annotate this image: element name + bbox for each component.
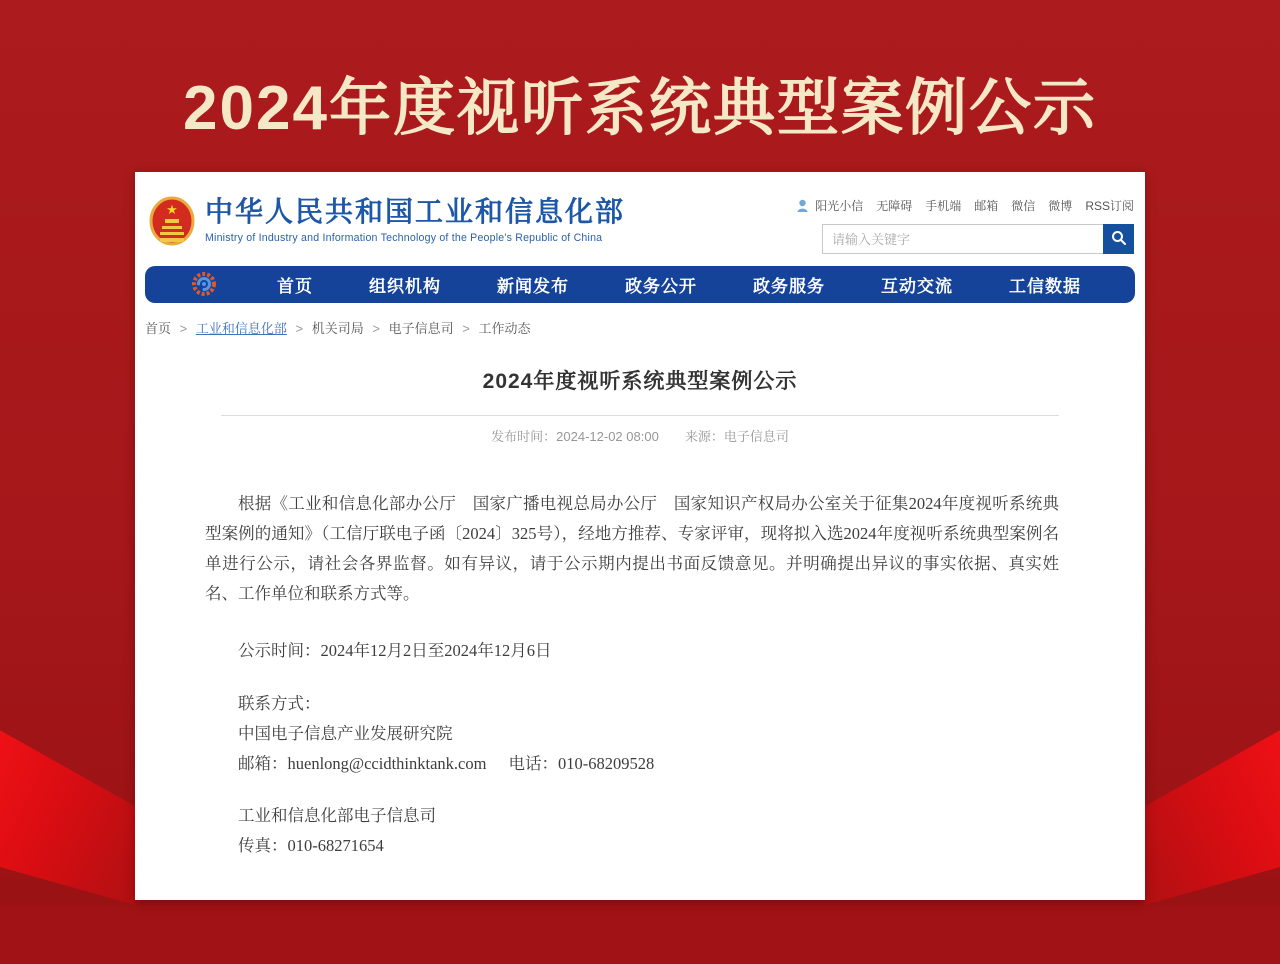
nav-item-home[interactable]: 首页 <box>277 277 313 296</box>
sunshine-hotline-link[interactable]: 阳光小信 <box>815 199 864 213</box>
email-value: huenlong@ccidthinktank.com <box>287 754 487 773</box>
breadcrumb-work-updates[interactable]: 工作动态 <box>478 321 531 336</box>
body-paragraph-1: 根据《工业和信息化部办公厅 国家广播电视总局办公厅 国家知识产权局办公室关于征集2024年度视听系统典型案例的通知》（工信厅联电子函〔2024〕325号），经地方推荐、专家评审，现将拟入选2024年度视听系统典型案例名单进行公示，请社会各界监督。如有异议，请于公示期内提出书面反馈意见。并明确提出异议的事实依据、真实姓名、工作单位和联系方式等。 <box>205 494 1059 603</box>
nav-item-gov-disclosure[interactable]: 政务公开 <box>625 277 697 296</box>
article-title: 2024年度视听系统典型案例公示 <box>482 370 798 393</box>
search-box <box>822 224 1134 254</box>
source-label: 来源： <box>684 429 724 444</box>
breadcrumb <box>145 318 1145 337</box>
website-page <box>135 172 1145 900</box>
contact-email-phone-line <box>205 749 1059 779</box>
miit-swirl-logo-icon <box>191 271 217 302</box>
brand-text <box>205 195 625 244</box>
fax-label: 传真： <box>238 836 288 855</box>
breadcrumb-miit[interactable]: 工业和信息化部 <box>195 321 287 336</box>
header-right <box>796 195 1134 254</box>
accessibility-link[interactable]: 无障碍 <box>876 199 913 213</box>
search-input[interactable] <box>822 224 1103 254</box>
publish-time-label: 发布时间： <box>491 429 557 444</box>
mail-link[interactable]: 邮箱 <box>974 199 999 213</box>
nav-item-interaction[interactable]: 互动交流 <box>881 277 953 296</box>
weibo-link[interactable]: 微博 <box>1048 199 1073 213</box>
breadcrumb-separator: > <box>295 321 304 336</box>
rss-link[interactable]: RSS订阅 <box>1085 199 1134 213</box>
contact-heading: 联系方式： <box>238 694 321 713</box>
article-body <box>135 489 1145 861</box>
bottom-strip-decoration <box>0 905 1280 964</box>
source-value: 电子信息司 <box>723 429 789 444</box>
article <box>135 365 1145 861</box>
site-header <box>135 172 1145 266</box>
phone-label: 电话： <box>508 754 558 773</box>
breadcrumb-electronic-info-dept[interactable]: 电子信息司 <box>388 321 454 336</box>
svg-text:★: ★ <box>166 202 178 217</box>
national-emblem-icon <box>148 195 196 247</box>
ministry-brand[interactable] <box>148 195 625 247</box>
nav-item-miit-data[interactable]: 工信数据 <box>1009 277 1081 296</box>
nav-items <box>249 272 1109 297</box>
nav-item-gov-services[interactable]: 政务服务 <box>753 277 825 296</box>
breadcrumb-separator: > <box>179 321 188 336</box>
contact-dept: 工业和信息化部电子信息司 <box>238 806 436 825</box>
banner-title: 2024年度视听系统典型案例公示 <box>183 74 1097 143</box>
article-meta <box>135 416 1145 445</box>
contact-org: 中国电子信息产业发展研究院 <box>238 724 453 743</box>
nav-item-news[interactable]: 新闻发布 <box>497 277 569 296</box>
breadcrumb-departments[interactable]: 机关司局 <box>311 321 364 336</box>
breadcrumb-separator: > <box>372 321 380 336</box>
ministry-name-cn: 中华人民共和国工业和信息化部 <box>205 196 626 227</box>
fax-value: 010-68271654 <box>287 836 384 855</box>
search-button[interactable] <box>1103 224 1134 254</box>
phone-value: 010-68209528 <box>557 754 655 773</box>
ribbon-decoration-left <box>0 715 135 905</box>
sunshine-mascot-icon <box>796 199 809 213</box>
breadcrumb-home[interactable]: 首页 <box>145 321 172 336</box>
wechat-link[interactable]: 微信 <box>1011 199 1036 213</box>
ministry-name-en: Ministry of Industry and Information Technology of the People's Republic of China <box>205 232 603 244</box>
publish-time-value: 2024-12-02 08:00 <box>556 429 659 444</box>
notice-period-line: 公示时间：2024年12月2日至2024年12月6日 <box>238 641 552 660</box>
contact-fax-line <box>205 831 1059 861</box>
search-icon <box>1111 230 1127 249</box>
utility-links <box>796 197 1134 214</box>
mobile-version-link[interactable]: 手机端 <box>925 199 962 213</box>
nav-item-organization[interactable]: 组织机构 <box>369 277 441 296</box>
ribbon-decoration-right <box>1145 715 1280 905</box>
breadcrumb-separator: > <box>462 321 470 336</box>
main-nav <box>145 266 1135 303</box>
email-label: 邮箱： <box>238 754 288 773</box>
